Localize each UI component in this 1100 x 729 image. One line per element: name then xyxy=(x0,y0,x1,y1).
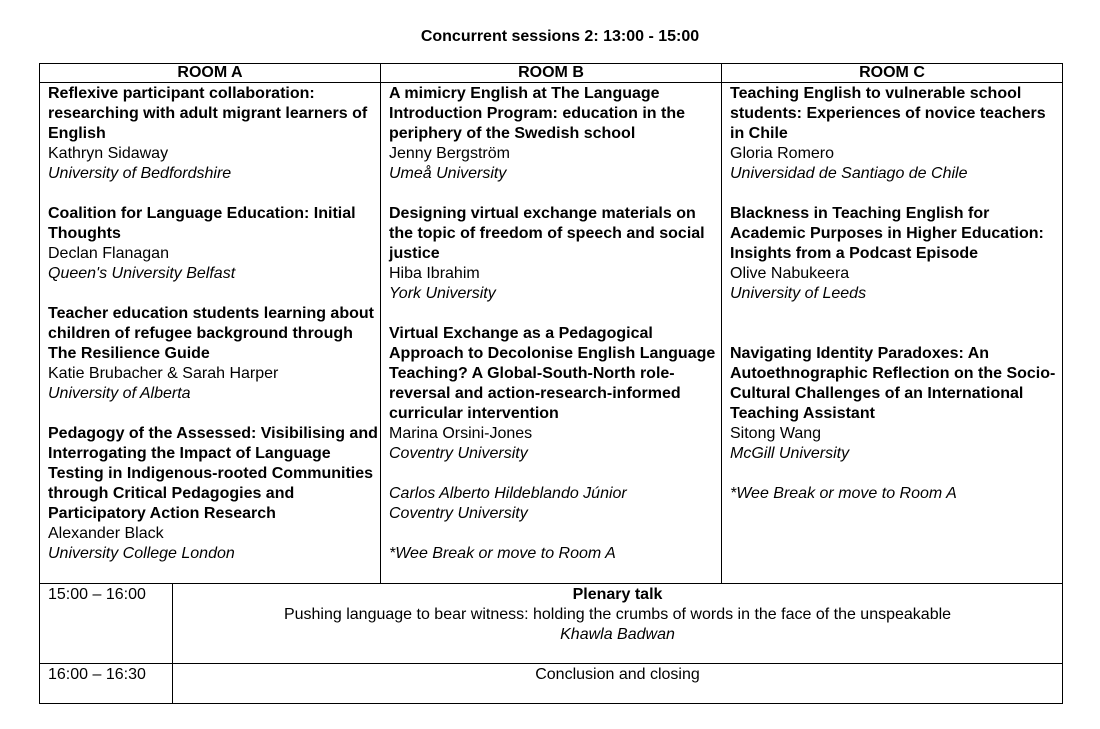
session-title: Navigating Identity Paradoxes: An Autoethnographic Reflection on the Socio-Cultural Challenges of an International Teaching Assistant xyxy=(730,345,1056,422)
session-speaker: Declan Flanagan xyxy=(48,245,169,262)
plenary-heading: Plenary talk xyxy=(572,586,663,603)
room-b-column xyxy=(389,84,719,564)
session-speaker: Olive Nabukeera xyxy=(730,265,850,282)
closing-time: 16:00 – 16:30 xyxy=(48,666,146,683)
session-speaker: Jenny Bergström xyxy=(389,145,510,162)
plenary-time: 15:00 – 16:00 xyxy=(48,586,146,603)
session-institution: York University xyxy=(389,285,496,302)
session-item xyxy=(48,424,378,564)
session-title: A mimicry English at The Language Introduction Program: education in the periphery of the Swedish school xyxy=(389,85,685,142)
session-institution: Umeå University xyxy=(389,165,507,182)
plenary-block xyxy=(173,585,1062,645)
session-item xyxy=(389,84,719,184)
session-institution: McGill University xyxy=(730,445,850,462)
break-note: *Wee Break or move to Room A xyxy=(389,545,616,562)
room-c-column xyxy=(730,84,1060,504)
session-institution: University of Leeds xyxy=(730,285,867,302)
session-title: Teaching English to vulnerable school students: Experiences of novice teachers in Chile xyxy=(730,85,1046,142)
session-institution-2: Coventry University xyxy=(389,505,528,522)
row-divider xyxy=(39,583,1063,584)
session-institution: Universidad de Santiago de Chile xyxy=(730,165,968,182)
row-divider xyxy=(39,663,1063,664)
session-item xyxy=(389,324,719,524)
session-item xyxy=(730,204,1060,304)
closing-label: Conclusion and closing xyxy=(535,666,700,683)
session-title: Blackness in Teaching English for Academic Purposes in Higher Education: Insights from a Podcast Episode xyxy=(730,205,1044,262)
session-title: Reflexive participant collaboration: researching with adult migrant learners of English xyxy=(48,85,368,142)
page-title: Concurrent sessions 2: 13:00 - 15:00 xyxy=(420,28,700,45)
session-item xyxy=(48,204,378,284)
session-item xyxy=(48,84,378,184)
session-speaker: Gloria Romero xyxy=(730,145,835,162)
room-a-column xyxy=(48,84,378,564)
session-institution: University of Alberta xyxy=(48,385,191,402)
session-speaker: Alexander Black xyxy=(48,525,164,542)
session-title: Pedagogy of the Assessed: Visibilising and Interrogating the Impact of Language Testing in Indigenous-rooted Communities through Critical Pedagogies and Participatory Action Research xyxy=(48,425,378,522)
session-institution: Coventry University xyxy=(389,445,528,462)
session-title: Virtual Exchange as a Pedagogical Approach to Decolonise English Language Teaching? A Global-South-North role-reversal and action-research-informed curricular intervention xyxy=(389,325,716,422)
session-speaker: Kathryn Sidaway xyxy=(48,145,169,162)
session-speaker-2: Carlos Alberto Hildeblando Júnior xyxy=(389,485,627,502)
column-divider xyxy=(380,63,381,583)
column-divider xyxy=(721,63,722,583)
session-institution: University of Bedfordshire xyxy=(48,165,232,182)
session-item xyxy=(730,84,1060,184)
session-institution: Queen's University Belfast xyxy=(48,265,236,282)
session-speaker: Katie Brubacher & Sarah Harper xyxy=(48,365,279,382)
session-speaker: Sitong Wang xyxy=(730,425,822,442)
session-speaker: Marina Orsini-Jones xyxy=(389,425,533,442)
room-c-header: ROOM C xyxy=(722,63,1062,83)
room-a-header: ROOM A xyxy=(40,63,380,83)
session-title: Designing virtual exchange materials on the topic of freedom of speech and social justice xyxy=(389,205,705,262)
session-institution: University College London xyxy=(48,545,235,562)
room-b-header: ROOM B xyxy=(381,63,721,83)
session-item xyxy=(48,304,378,404)
session-title: Coalition for Language Education: Initial Thoughts xyxy=(48,205,356,242)
session-item xyxy=(389,204,719,304)
session-speaker: Hiba Ibrahim xyxy=(389,265,480,282)
break-note: *Wee Break or move to Room A xyxy=(730,485,957,502)
session-title: Teacher education students learning about children of refugee background through The Resilience Guide xyxy=(48,305,374,362)
plenary-speaker: Khawla Badwan xyxy=(560,626,675,643)
session-item xyxy=(730,344,1060,464)
plenary-talk-title: Pushing language to bear witness: holding the crumbs of words in the face of the unspeakable xyxy=(283,606,952,623)
